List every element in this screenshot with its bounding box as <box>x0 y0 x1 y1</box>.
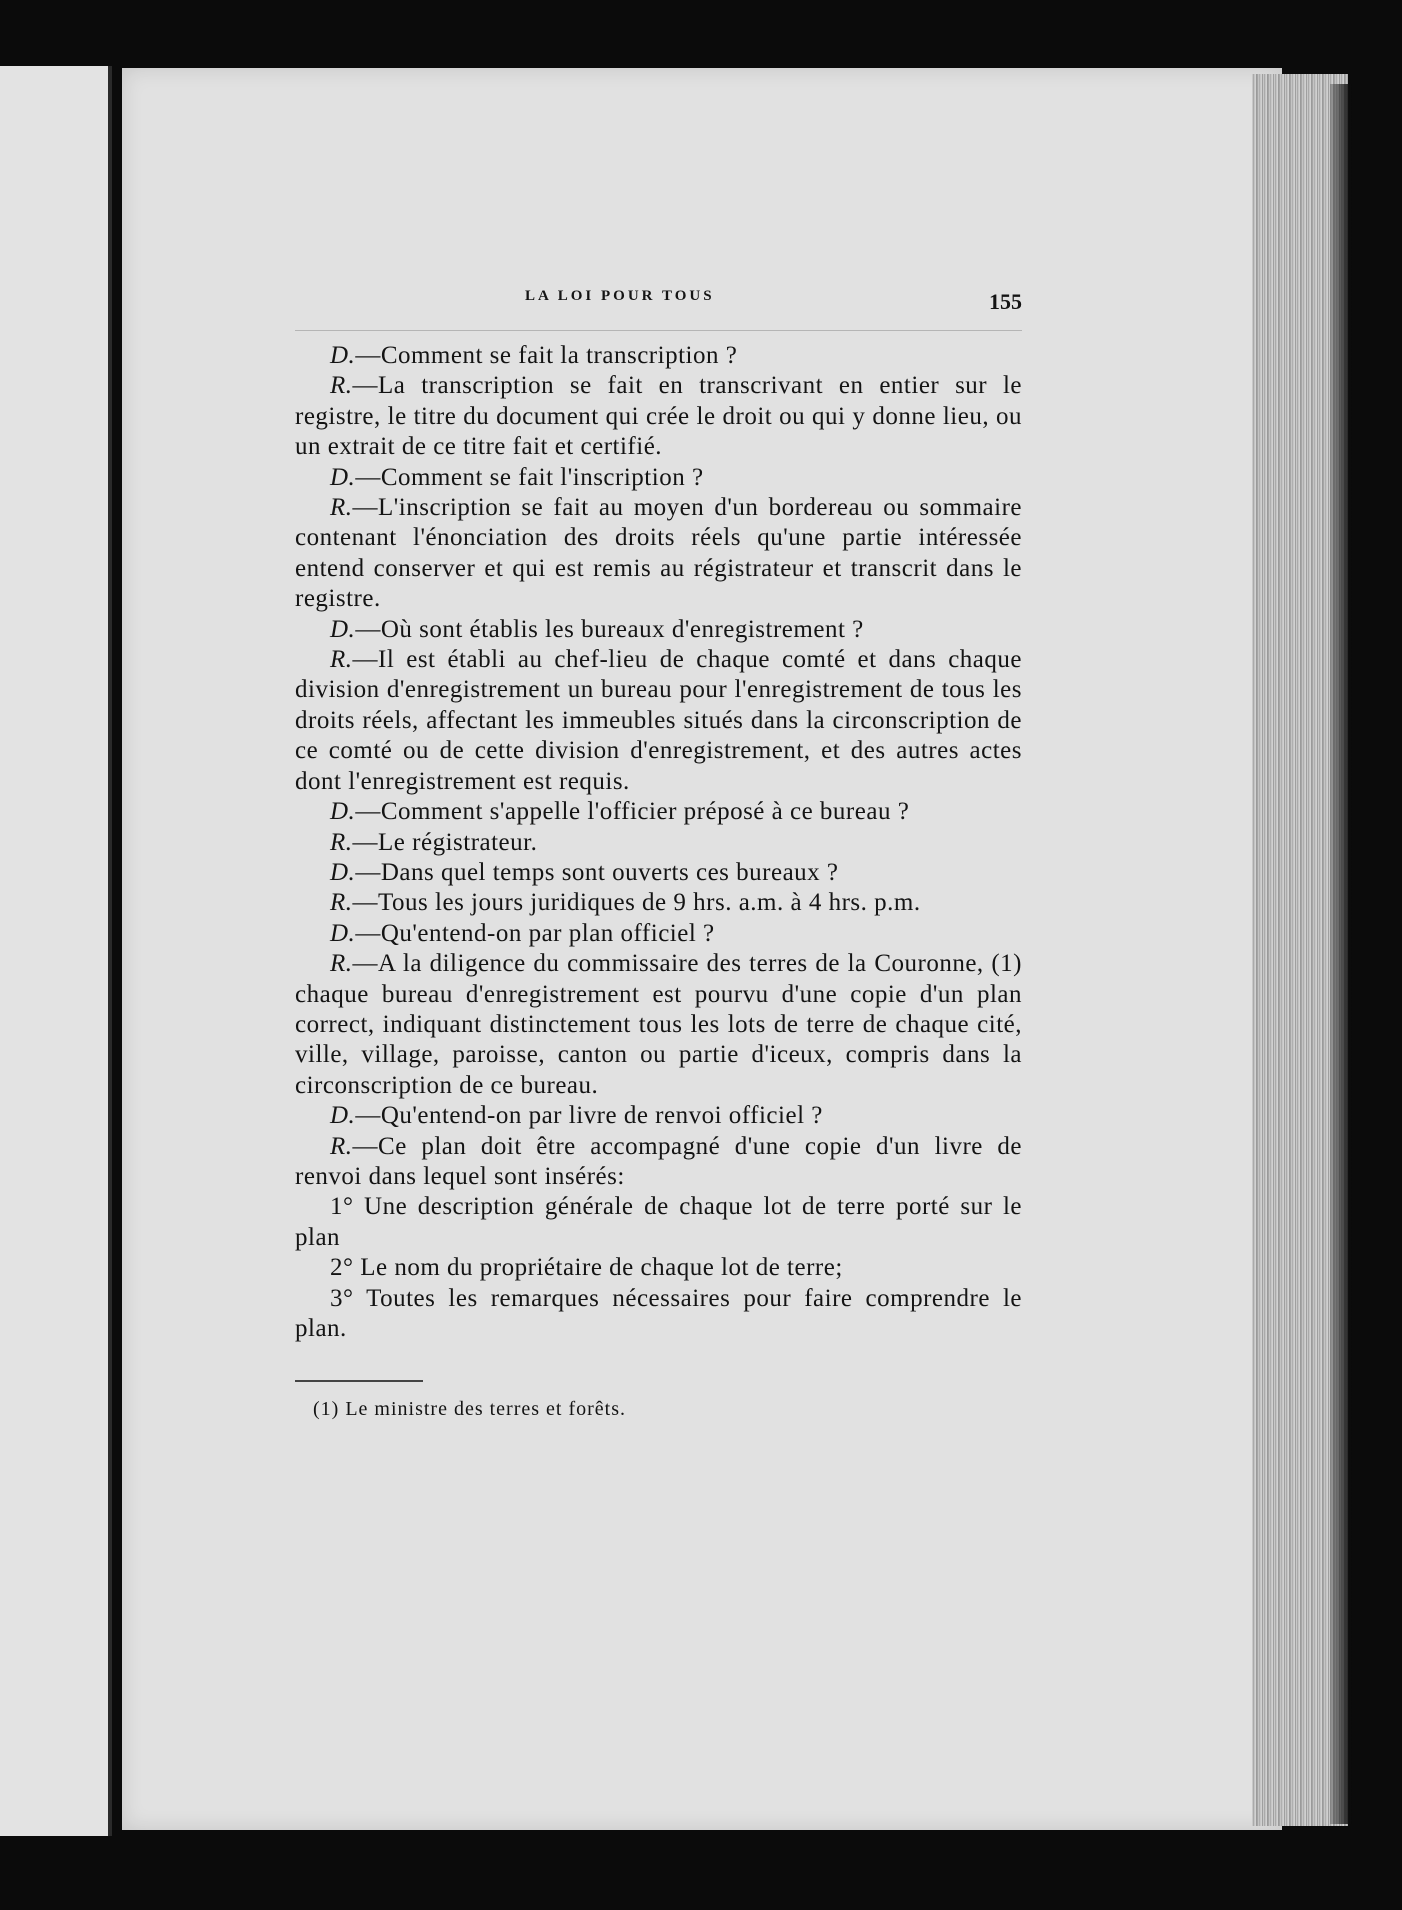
page-number: 155 <box>989 289 1022 314</box>
paragraph <box>295 645 1022 797</box>
paragraph-text: 3° Toutes les remarques nécessaires pour faire comprendre le plan. <box>295 1284 1022 1342</box>
speaker-label: R. <box>330 494 353 522</box>
running-title: LA LOI POUR TOUS <box>525 288 715 304</box>
paragraph <box>295 888 1022 918</box>
speaker-label: D. <box>330 463 356 491</box>
paragraph-text: —Où sont établis les bureaux d'enregistrement ? <box>355 615 864 643</box>
paragraph <box>295 1132 1022 1193</box>
list-paragraph <box>295 1192 1022 1253</box>
speaker-label: R. <box>330 950 353 978</box>
speaker-label: R. <box>330 646 353 674</box>
paragraph <box>295 493 1022 615</box>
speaker-label: D. <box>330 615 356 643</box>
paragraph-text: —Comment se fait la transcription ? <box>355 342 738 369</box>
paragraph <box>295 1101 1022 1131</box>
paragraph <box>295 949 1022 1101</box>
page-text-block <box>295 282 1022 1421</box>
speaker-label: D. <box>330 798 356 826</box>
speaker-label: D. <box>330 858 356 886</box>
speaker-label: D. <box>330 342 356 369</box>
footnote-rule <box>295 1380 423 1382</box>
paragraph <box>295 463 1022 493</box>
paragraph-text: —A la diligence du commissaire des terres de la Couronne, (1) chaque bureau d'enregistrement est pourvu d'une copie d'un plan correct, indiquant distinctement tous les lots de terre de chaque cité, ville, village, paroisse, canton ou partie d'iceux, compris dans la circonscription de ce bureau. <box>295 950 1022 1099</box>
paragraph-text: 2° Le nom du propriétaire de chaque lot de terre; <box>330 1254 843 1282</box>
paragraph-text: —Le régistrateur. <box>352 828 538 856</box>
paragraph-text: —Comment s'appelle l'officier préposé à ce bureau ? <box>355 798 910 826</box>
paragraph <box>295 371 1022 462</box>
paragraph-text: —Qu'entend-on par plan officiel ? <box>355 919 715 947</box>
left-page-edge <box>0 66 112 1836</box>
paragraph-text: —La transcription se fait en transcrivant en entier sur le registre, le titre du document qui crée le droit ou qui y donne lieu, ou un extrait de ce titre fait et certifié. <box>295 372 1022 461</box>
paragraph-text: 1° Une description générale de chaque lot de terre porté sur le plan <box>295 1193 1022 1251</box>
running-header <box>295 282 1022 331</box>
speaker-label: R. <box>330 889 353 917</box>
paragraph-text: —Il est établi au chef-lieu de chaque comté et dans chaque division d'enregistrement un bureau pour l'enregistrement de tous les droits réels, affectant les immeubles situés dans la circonscription de ce comté ou de cette division d'enregistrement, et des autres actes dont l'enregistrement est requis. <box>295 646 1022 795</box>
page-stack-shadow <box>1330 84 1352 1824</box>
paragraph-text: —Dans quel temps sont ouverts ces bureaux ? <box>355 858 839 886</box>
paragraph-text: —Qu'entend-on par livre de renvoi officiel ? <box>355 1102 823 1130</box>
paragraph <box>295 858 1022 888</box>
paragraph <box>295 341 1022 371</box>
footnote: (1) Le ministre des terres et forêts. <box>313 1398 627 1421</box>
paragraph-text: —Ce plan doit être accompagné d'une copie d'un livre de renvoi dans lequel sont insérés: <box>295 1132 1022 1190</box>
speaker-label: R. <box>330 1132 353 1160</box>
list-paragraph <box>295 1253 1022 1283</box>
paragraph-text: —Comment se fait l'inscription ? <box>355 463 704 491</box>
speaker-label: D. <box>330 919 356 947</box>
paragraph <box>295 828 1022 858</box>
paragraph <box>295 797 1022 827</box>
paragraph <box>295 615 1022 645</box>
body-text <box>295 341 1022 1344</box>
paragraph <box>295 919 1022 949</box>
speaker-label: R. <box>330 372 353 400</box>
paragraph-text: —L'inscription se fait au moyen d'un bordereau ou sommaire contenant l'énonciation des droits réels qu'une partie intéressée entend conserver et qui est remis au régistrateur et transcrit dans le registre. <box>295 494 1022 613</box>
speaker-label: R. <box>330 828 353 856</box>
list-paragraph <box>295 1284 1022 1345</box>
paragraph-text: —Tous les jours juridiques de 9 hrs. a.m. à 4 hrs. p.m. <box>352 889 921 917</box>
speaker-label: D. <box>330 1102 356 1130</box>
